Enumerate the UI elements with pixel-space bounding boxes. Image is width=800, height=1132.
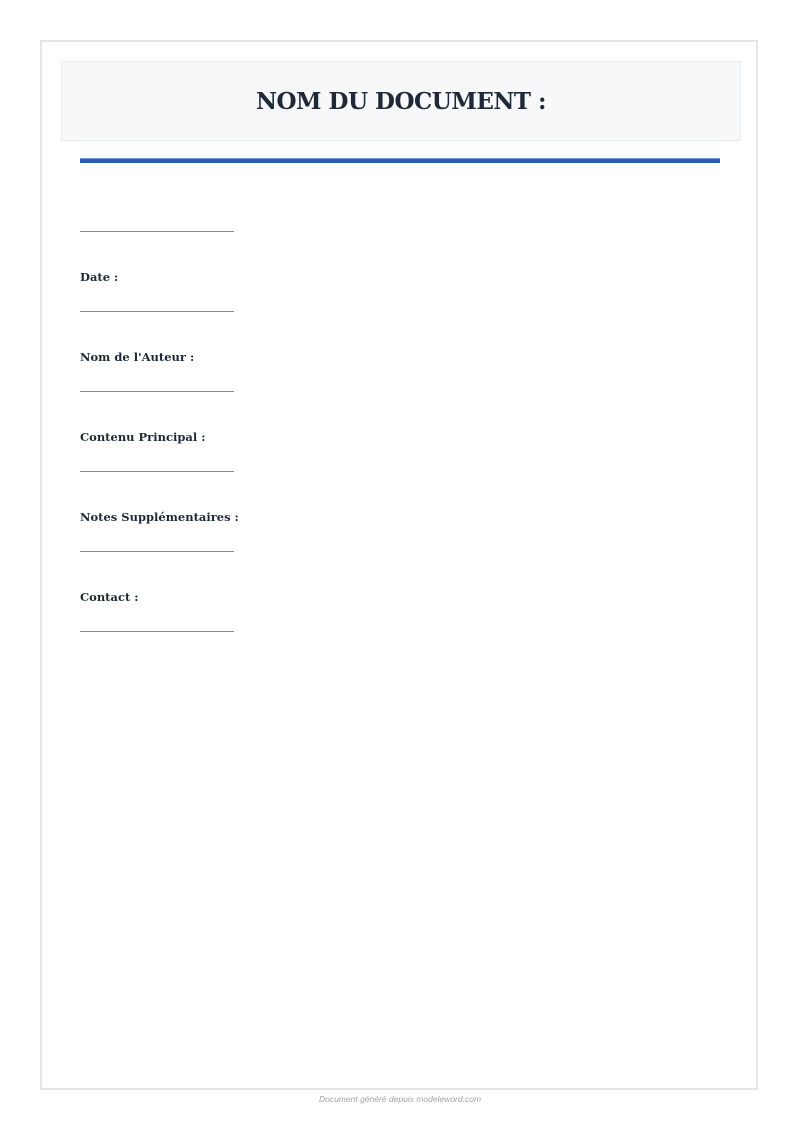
field-label-date: Date : xyxy=(80,270,119,284)
field-label-contact: Contact : xyxy=(80,590,139,604)
field-line-author[interactable] xyxy=(80,391,234,392)
field-line-notes[interactable] xyxy=(80,551,234,552)
accent-divider xyxy=(80,158,720,163)
title-box xyxy=(61,61,741,141)
field-label-notes: Notes Supplémentaires : xyxy=(80,510,239,524)
field-line-date[interactable] xyxy=(80,311,234,312)
field-label-main-content: Contenu Principal : xyxy=(80,430,206,444)
field-label-author: Nom de l'Auteur : xyxy=(80,350,195,364)
field-line-contact[interactable] xyxy=(80,631,234,632)
document-page xyxy=(40,40,758,1090)
footer-credit: Document généré depuis modeleword.com xyxy=(318,1094,482,1104)
field-line-top[interactable] xyxy=(80,231,234,232)
field-line-main-content[interactable] xyxy=(80,471,234,472)
document-title: NOM DU DOCUMENT : xyxy=(255,87,546,115)
